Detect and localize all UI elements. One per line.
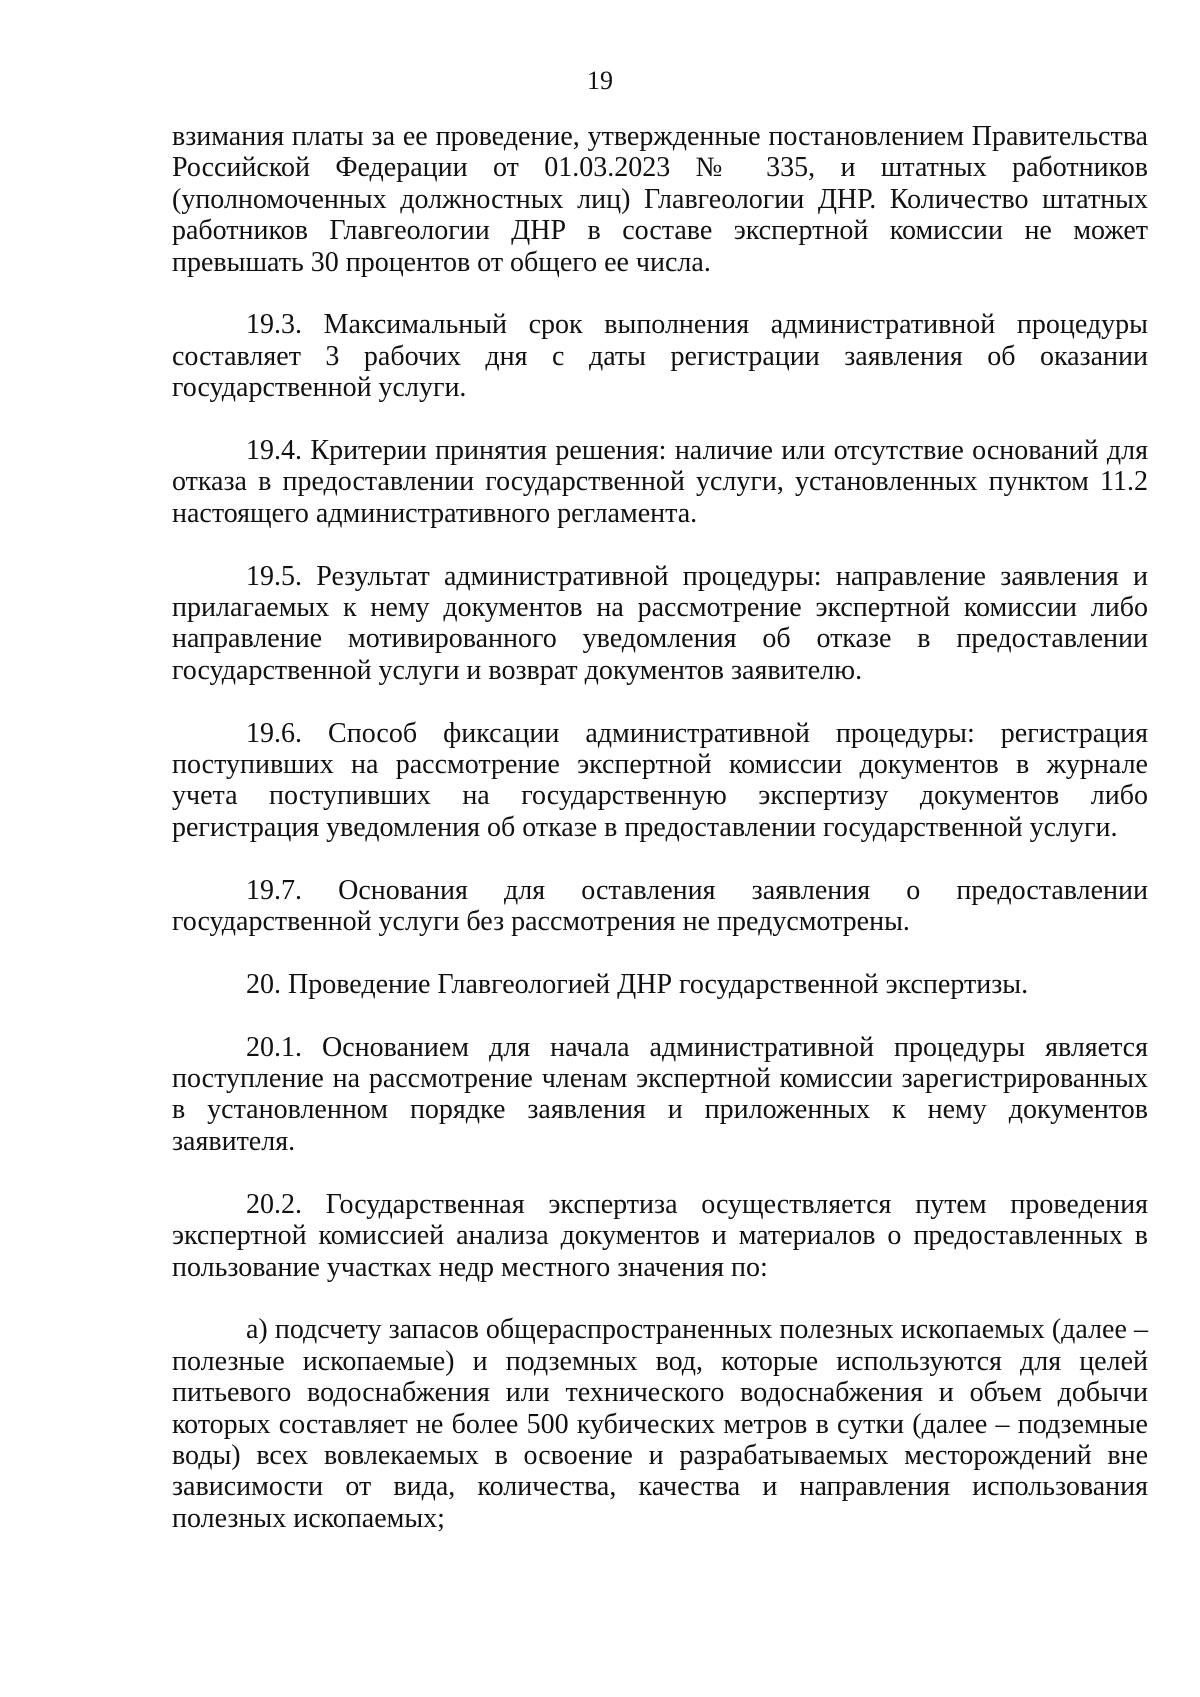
paragraph-20-1: 20.1. Основанием для начала административной процедуры является поступление на рассмотрение членам экспертной комиссии зарегистрированных в установленном порядке заявления и приложенных к нему документов заявителя. bbox=[172, 1031, 1148, 1157]
section-heading-20: 20. Проведение Главгеологией ДНР государственной экспертизы. bbox=[246, 968, 1029, 1000]
paragraph-19-5: 19.5. Результат административной процедуры: направление заявления и прилагаемых к нему документов на рассмотрение экспертной комиссии либо направление мотивированного уведомления об отказе в предоставлении государственной услуги и возврат документов заявителю. bbox=[172, 560, 1148, 686]
paragraph-20-2: 20.2. Государственная экспертиза осуществляется путем проведения экспертной комиссией анализа документов и материалов о предоставленных в пользование участках недр местного значения по: bbox=[172, 1188, 1148, 1283]
paragraph-19-7: 19.7. Основания для оставления заявления о предоставлении государственной услуги без рассмотрения не предусмотрены. bbox=[172, 874, 1148, 938]
paragraph-19-3: 19.3. Максимальный срок выполнения административной процедуры составляет 3 рабочих дня с даты регистрации заявления об оказании государственной услуги. bbox=[172, 309, 1148, 404]
page-number: 19 bbox=[587, 66, 613, 95]
paragraph-continuation: взимания платы за ее проведение, утвержденные постановлением Правительства Российской Федерации от 01.03.2023 № 335, и штатных работников (уполномоченных должностных лиц) Главгеологии ДНР. Количество штатных работников Главгеологии ДНР в составе экспертной комиссии не может превышать 30 процентов от общего ее числа. bbox=[172, 121, 1148, 278]
paragraph-19-6: 19.6. Способ фиксации административной процедуры: регистрация поступивших на рассмотрение экспертной комиссии документов в журнале учета поступивших на государственную экспертизу документов либо регистрация уведомления об отказе в предоставлении государственной услуги. bbox=[172, 717, 1148, 843]
paragraph-19-4: 19.4. Критерии принятия решения: наличие или отсутствие оснований для отказа в предоставлении государственной услуги, установленных пунктом 11.2 настоящего административного регламента. bbox=[172, 435, 1148, 529]
list-item-a: а) подсчету запасов общераспространенных полезных ископаемых (далее – полезные ископаемые) и подземных вод, которые используются для целей питьевого водоснабжения или технического водоснабжения и объем добычи которых составляет не более 500 кубических метров в сутки (далее – подземные воды) всех вовлекаемых в освоение и разрабатываемых месторождений вне зависимости от вида, количества, качества и направления использования полезных ископаемых; bbox=[172, 1314, 1148, 1534]
document-body bbox=[172, 121, 1148, 1534]
